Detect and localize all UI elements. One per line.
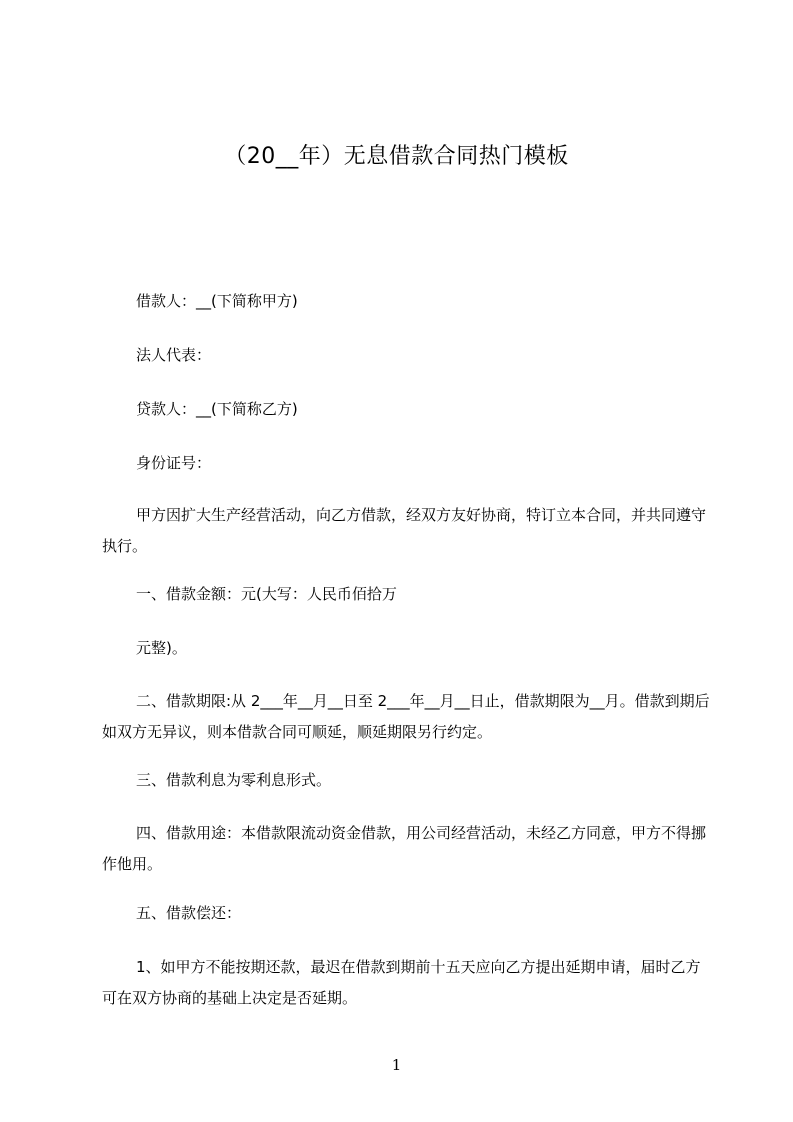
clause-1-amount: 一、借款金额：元(大写：人民币佰拾万 [136,585,397,603]
preamble-paragraph: 甲方因扩大生产经营活动，向乙方借款，经双方友好协商，特订立本合同，并共同遵守执行。 [102,506,707,555]
id-number-line: 身份证号： [136,454,212,472]
clause-1-amount-continued: 元整)。 [136,639,187,657]
clause-3-interest: 三、借款利息为零利息形式。 [136,771,332,789]
clause-5-repayment: 五、借款偿还： [136,904,242,922]
page-number: 1 [391,1056,402,1074]
clause-5-item-1: 1、如甲方不能按期还款，最迟在借款到期前十五天应向乙方提出延期申请，届时乙方可在双方协商的基础上决定是否延期。 [102,958,701,1007]
document-title: （20__年）无息借款合同热门模板 [224,144,569,169]
lender-line: 贷款人：__(下简称乙方) [136,400,298,418]
clause-4-purpose: 四、借款用途：本借款限流动资金借款，用公司经营活动，未经乙方同意，甲方不得挪作他用。 [102,824,707,873]
legal-representative-line: 法人代表： [136,346,212,364]
borrower-line: 借款人：__(下简称甲方) [136,292,298,310]
clause-2-term: 二、借款期限:从 2___年__月__日至 2___年__月__日止，借款期限为__月。借款到期后如双方无异议，则本借款合同可顺延，顺延期限另行约定。 [102,692,710,741]
